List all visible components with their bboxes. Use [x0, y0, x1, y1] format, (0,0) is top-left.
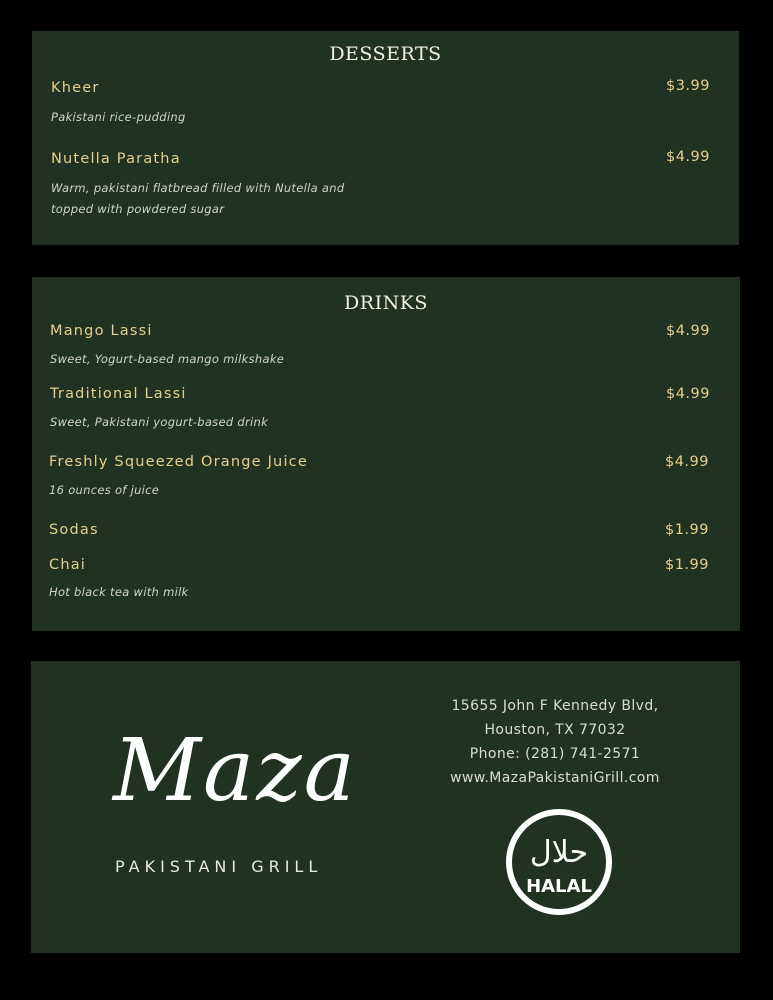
dessert-item-name: Kheer — [51, 80, 100, 96]
drink-item-desc: Sweet, Pakistani yogurt-based drink — [50, 415, 269, 429]
drink-item-name: Freshly Squeezed Orange Juice — [49, 454, 308, 470]
footer-panel — [31, 661, 740, 953]
dessert-item-desc: Warm, pakistani flatbread filled with Nutella and — [51, 181, 345, 195]
drinks-panel — [32, 277, 740, 631]
desserts-panel — [32, 31, 739, 245]
phone-text: Phone: (281) 741-2571 — [469, 746, 641, 762]
address-line: 15655 John F Kennedy Blvd, — [451, 698, 659, 714]
drink-item-price: $1.99 — [664, 557, 709, 573]
brand-subtitle: PAKISTANI GRILL — [115, 857, 323, 876]
halal-label-text: HALAL — [526, 876, 592, 897]
drink-item-name: Traditional Lassi — [50, 386, 187, 402]
drink-item-name: Sodas — [49, 522, 99, 538]
drink-item-desc: 16 ounces of juice — [49, 483, 160, 497]
drink-item-desc: Hot black tea with milk — [49, 585, 189, 599]
website-link[interactable]: www.MazaPakistaniGrill.com — [450, 770, 660, 786]
drink-item-name: Chai — [49, 557, 87, 573]
dessert-item-price: $3.99 — [665, 78, 710, 94]
drinks-heading: DRINKS — [344, 292, 428, 314]
dessert-item-desc: topped with powdered sugar — [51, 202, 225, 216]
halal-badge-icon — [503, 806, 615, 918]
brand-logo-text: Maza — [113, 721, 357, 821]
drink-item-price: $4.99 — [664, 454, 709, 470]
address-line: Houston, TX 77032 — [484, 722, 626, 738]
halal-arabic-text: حلال — [529, 835, 589, 870]
drink-item-price: $1.99 — [664, 522, 709, 538]
drink-item-name: Mango Lassi — [50, 323, 153, 339]
dessert-item-desc: Pakistani rice-pudding — [51, 110, 186, 124]
dessert-item-name: Nutella Paratha — [51, 151, 181, 167]
dessert-item-price: $4.99 — [665, 149, 710, 165]
drink-item-price: $4.99 — [665, 323, 710, 339]
desserts-heading: DESSERTS — [329, 43, 442, 65]
drink-item-desc: Sweet, Yogurt-based mango milkshake — [50, 352, 285, 366]
drink-item-price: $4.99 — [665, 386, 710, 402]
